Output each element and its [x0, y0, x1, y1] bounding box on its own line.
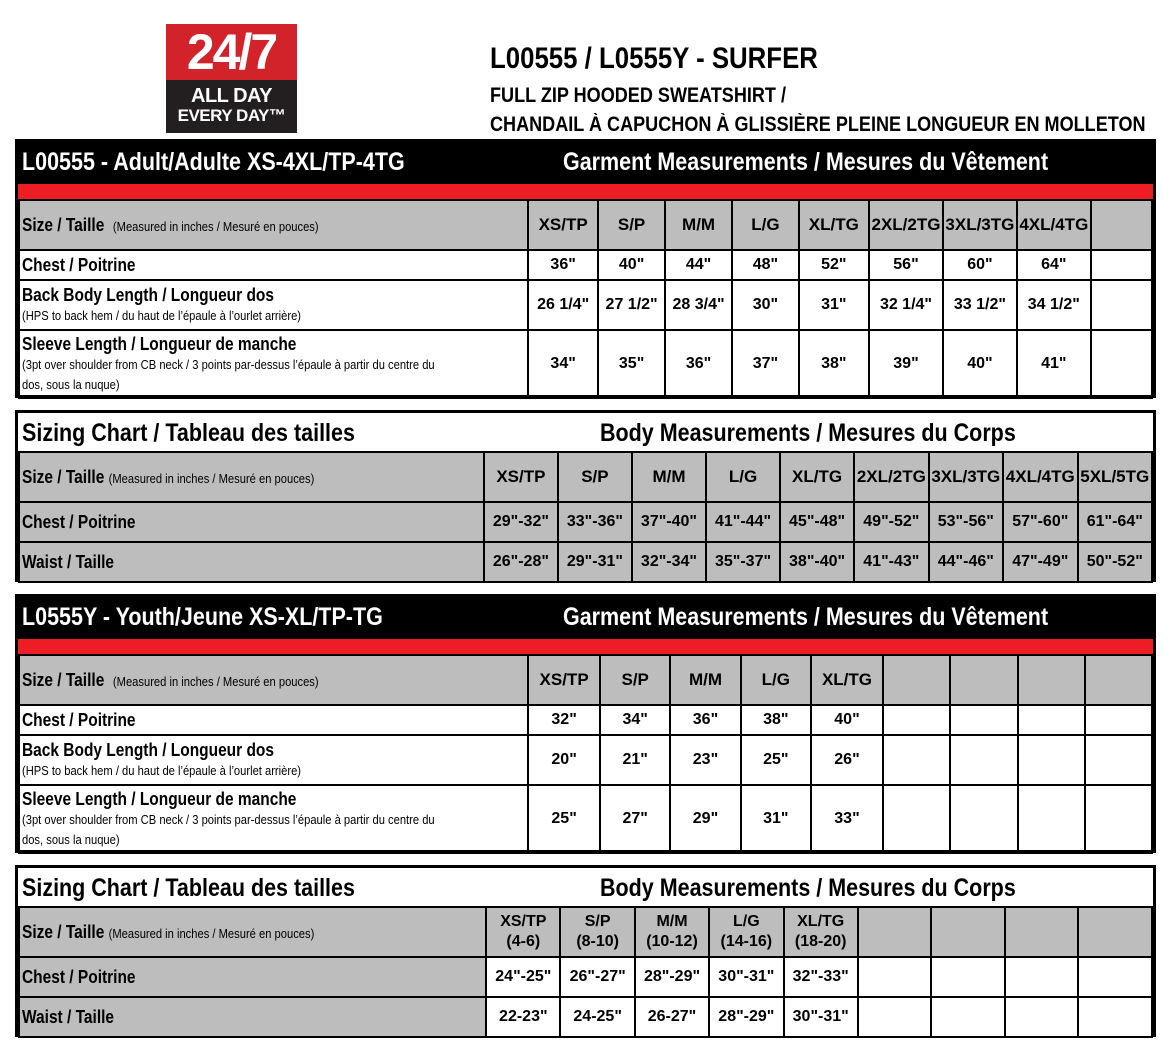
red-divider — [18, 184, 1153, 199]
value-cell: 31" — [799, 280, 869, 330]
value-cell: 37"-40" — [632, 502, 706, 542]
value-cell — [931, 957, 1005, 997]
size-col-header: L/G — [741, 655, 811, 705]
logo-top: 24/7 — [166, 24, 297, 80]
value-cell: 47"-49" — [1003, 542, 1077, 582]
value-cell: 36" — [528, 250, 598, 280]
youth-body-grid — [18, 906, 1153, 1038]
logo-line1: ALL DAY — [191, 85, 272, 107]
size-col-header: M/M — [632, 452, 706, 502]
size-col-header: L/G — [706, 452, 780, 502]
value-cell: 34 1/2" — [1017, 280, 1091, 330]
value-cell: 30" — [732, 280, 798, 330]
table-row — [19, 280, 1152, 330]
value-cell: 40" — [598, 250, 665, 280]
table-row — [19, 330, 1152, 398]
value-cell: 36" — [670, 705, 741, 735]
value-cell: 38" — [799, 330, 869, 398]
size-col-header: XS/TP — [484, 452, 558, 502]
size-col-header — [1085, 655, 1152, 705]
adult-body-subtitle: Body Measurements / Mesures du Corps — [600, 419, 1016, 447]
size-col-header: 5XL/5TG — [1078, 452, 1153, 502]
value-cell: 30"-31" — [709, 957, 783, 997]
value-cell: 21" — [600, 735, 670, 785]
adult-body-titlebar — [18, 413, 1153, 453]
youth-garment-titlebar — [18, 597, 1153, 639]
value-cell: 33" — [811, 785, 883, 853]
value-cell: 32 1/4" — [869, 280, 943, 330]
value-cell: 32" — [528, 705, 600, 735]
value-cell: 40" — [811, 705, 883, 735]
value-cell: 52" — [799, 250, 869, 280]
size-header-cell: Size / Taille (Measured in inches / Mesuré en pouces) — [19, 452, 484, 502]
size-col-header: S/P — [598, 200, 665, 250]
value-cell: 23" — [670, 735, 741, 785]
table-row — [19, 250, 1152, 280]
value-cell: 49"-52" — [854, 502, 928, 542]
size-col-header: 3XL/3TG — [929, 452, 1003, 502]
value-cell: 26 1/4" — [528, 280, 598, 330]
size-col-header: M/M — [665, 200, 732, 250]
value-cell — [931, 997, 1005, 1037]
youth-body-table — [15, 865, 1156, 1037]
table-row — [19, 957, 1152, 997]
size-col-header — [931, 907, 1005, 957]
product-subtitle-en: FULL ZIP HOODED SWEATSHIRT / — [490, 84, 787, 107]
value-cell: 29"-32" — [484, 502, 558, 542]
youth-body-title: Sizing Chart / Tableau des tailles — [22, 874, 355, 902]
youth-garment-grid — [18, 654, 1153, 854]
value-cell: 41" — [1017, 330, 1091, 398]
value-cell: 27 1/2" — [598, 280, 665, 330]
value-cell: 26-27" — [635, 997, 709, 1037]
product-subtitle-fr: CHANDAIL À CAPUCHON À GLISSIÈRE PLEINE LONGUEUR EN MOLLETON — [490, 113, 1146, 136]
value-cell — [1078, 957, 1152, 997]
value-cell — [1085, 705, 1152, 735]
size-col-header: XL/TG — [780, 452, 854, 502]
size-col-header — [858, 907, 932, 957]
size-col-header — [1005, 907, 1079, 957]
value-cell: 30"-31" — [784, 997, 858, 1037]
youth-garment-title: L0555Y - Youth/Jeune XS-XL/TP-TG — [22, 603, 383, 631]
logo-line2: EVERY DAY™ — [177, 106, 286, 125]
adult-body-title: Sizing Chart / Tableau des tailles — [22, 419, 355, 447]
adult-garment-subtitle: Garment Measurements / Mesures du Vêtement — [563, 148, 1049, 176]
value-cell: 40" — [943, 330, 1017, 398]
value-cell: 57"-60" — [1003, 502, 1077, 542]
value-cell: 20" — [528, 735, 600, 785]
value-cell — [1091, 250, 1152, 280]
size-col-header: XS/TP — [528, 200, 598, 250]
row-label: Back Body Length / Longueur dos (HPS to back hem / du haut de l’épaule à l’ourlet arrière) — [19, 735, 528, 785]
size-col-header: 4XL/4TG — [1017, 200, 1091, 250]
value-cell: 34" — [528, 330, 598, 398]
value-cell — [883, 785, 950, 853]
size-header-cell: Size / Taille (Measured in inches / Mesuré en pouces) — [19, 655, 528, 705]
value-cell — [1085, 735, 1152, 785]
size-col-header: S/P (8-10) — [560, 907, 634, 957]
table-row — [19, 735, 1152, 785]
value-cell — [950, 785, 1017, 853]
size-col-header: L/G — [732, 200, 798, 250]
value-cell: 56" — [869, 250, 943, 280]
row-label: Chest / Poitrine — [19, 705, 528, 735]
table-row — [19, 542, 1152, 582]
value-cell: 24-25" — [560, 997, 634, 1037]
value-cell: 28 3/4" — [665, 280, 732, 330]
value-cell: 34" — [600, 705, 670, 735]
value-cell: 22-23" — [486, 997, 560, 1037]
table-row — [19, 785, 1152, 853]
youth-body-titlebar — [18, 868, 1153, 908]
value-cell — [1085, 785, 1152, 853]
table-row — [19, 997, 1152, 1037]
size-header-cell: Size / Taille (Measured in inches / Mesuré en pouces) — [19, 907, 486, 957]
table-row — [19, 452, 1152, 502]
value-cell: 25" — [741, 735, 811, 785]
table-row — [19, 502, 1152, 542]
size-header-cell: Size / Taille (Measured in inches / Mesuré en pouces) — [19, 200, 528, 250]
value-cell: 48" — [732, 250, 798, 280]
value-cell — [950, 735, 1017, 785]
value-cell: 25" — [528, 785, 600, 853]
size-col-header — [1018, 655, 1085, 705]
size-col-header: XS/TP — [528, 655, 600, 705]
youth-garment-subtitle: Garment Measurements / Mesures du Vêtement — [563, 603, 1049, 631]
value-cell: 61"-64" — [1078, 502, 1153, 542]
value-cell: 45"-48" — [780, 502, 854, 542]
size-col-header: 4XL/4TG — [1003, 452, 1077, 502]
youth-garment-table — [15, 594, 1156, 853]
value-cell: 26"-27" — [560, 957, 634, 997]
value-cell: 37" — [732, 330, 798, 398]
table-row — [19, 907, 1152, 957]
value-cell: 38" — [741, 705, 811, 735]
youth-body-subtitle: Body Measurements / Mesures du Corps — [600, 874, 1016, 902]
value-cell — [1078, 997, 1152, 1037]
value-cell: 35"-37" — [706, 542, 780, 582]
product-title: L00555 / L0555Y - SURFER — [490, 42, 818, 75]
value-cell — [1091, 280, 1152, 330]
size-col-header: XS/TP (4-6) — [486, 907, 560, 957]
size-col-header: XL/TG — [799, 200, 869, 250]
value-cell: 29" — [670, 785, 741, 853]
size-col-header — [1091, 200, 1152, 250]
value-cell — [1018, 735, 1085, 785]
table-row — [19, 655, 1152, 705]
row-label: Chest / Poitrine — [19, 957, 486, 997]
size-col-header: 2XL/2TG — [869, 200, 943, 250]
value-cell — [883, 735, 950, 785]
value-cell — [1005, 957, 1079, 997]
value-cell: 35" — [598, 330, 665, 398]
size-col-header: L/G (14-16) — [709, 907, 783, 957]
value-cell: 32"-33" — [784, 957, 858, 997]
value-cell: 26"-28" — [484, 542, 558, 582]
value-cell: 36" — [665, 330, 732, 398]
size-col-header — [1078, 907, 1152, 957]
value-cell: 44" — [665, 250, 732, 280]
value-cell: 64" — [1017, 250, 1091, 280]
value-cell — [883, 705, 950, 735]
adult-garment-titlebar — [18, 142, 1153, 184]
adult-garment-grid — [18, 199, 1153, 399]
value-cell: 41"-43" — [854, 542, 928, 582]
row-label: Waist / Taille — [19, 542, 484, 582]
row-label: Chest / Poitrine — [19, 502, 484, 542]
size-col-header: 2XL/2TG — [854, 452, 928, 502]
adult-garment-title: L00555 - Adult/Adulte XS-4XL/TP-4TG — [22, 148, 405, 176]
size-col-header: M/M (10-12) — [635, 907, 709, 957]
value-cell: 38"-40" — [780, 542, 854, 582]
size-col-header — [883, 655, 950, 705]
row-label: Sleeve Length / Longueur de manche (3pt over shoulder from CB neck / 3 points par-dessus l’épaule à partir du centre du dos, sous la nuque) — [19, 785, 528, 853]
value-cell: 39" — [869, 330, 943, 398]
value-cell: 28"-29" — [635, 957, 709, 997]
size-col-header: S/P — [558, 452, 632, 502]
value-cell: 27" — [600, 785, 670, 853]
value-cell: 41"-44" — [706, 502, 780, 542]
value-cell: 33"-36" — [558, 502, 632, 542]
value-cell — [858, 997, 932, 1037]
value-cell — [858, 957, 932, 997]
size-col-header: M/M — [670, 655, 741, 705]
value-cell: 33 1/2" — [943, 280, 1017, 330]
row-label: Back Body Length / Longueur dos (HPS to back hem / du haut de l’épaule à l’ourlet arrière) — [19, 280, 528, 330]
adult-body-table — [15, 410, 1156, 582]
value-cell — [950, 705, 1017, 735]
value-cell: 31" — [741, 785, 811, 853]
value-cell: 29"-31" — [558, 542, 632, 582]
adult-garment-table — [15, 139, 1156, 398]
row-label: Chest / Poitrine — [19, 250, 528, 280]
table-row — [19, 705, 1152, 735]
brand-logo — [166, 24, 297, 133]
size-col-header: 3XL/3TG — [943, 200, 1017, 250]
red-divider — [18, 639, 1153, 654]
row-label: Waist / Taille — [19, 997, 486, 1037]
value-cell: 24"-25" — [486, 957, 560, 997]
size-col-header: XL/TG — [811, 655, 883, 705]
table-row — [19, 200, 1152, 250]
adult-body-grid — [18, 451, 1153, 583]
value-cell — [1005, 997, 1079, 1037]
size-col-header: XL/TG (18-20) — [784, 907, 858, 957]
value-cell — [1018, 785, 1085, 853]
value-cell: 53"-56" — [929, 502, 1003, 542]
size-col-header: S/P — [600, 655, 670, 705]
value-cell: 26" — [811, 735, 883, 785]
size-col-header — [950, 655, 1017, 705]
row-label: Sleeve Length / Longueur de manche (3pt over shoulder from CB neck / 3 points par-dessus l’épaule à partir du centre du dos, sous la nuque) — [19, 330, 528, 398]
value-cell: 60" — [943, 250, 1017, 280]
value-cell: 50"-52" — [1078, 542, 1153, 582]
value-cell: 28"-29" — [709, 997, 783, 1037]
value-cell — [1018, 705, 1085, 735]
logo-bottom — [166, 80, 297, 133]
value-cell: 44"-46" — [929, 542, 1003, 582]
value-cell: 32"-34" — [632, 542, 706, 582]
value-cell — [1091, 330, 1152, 398]
